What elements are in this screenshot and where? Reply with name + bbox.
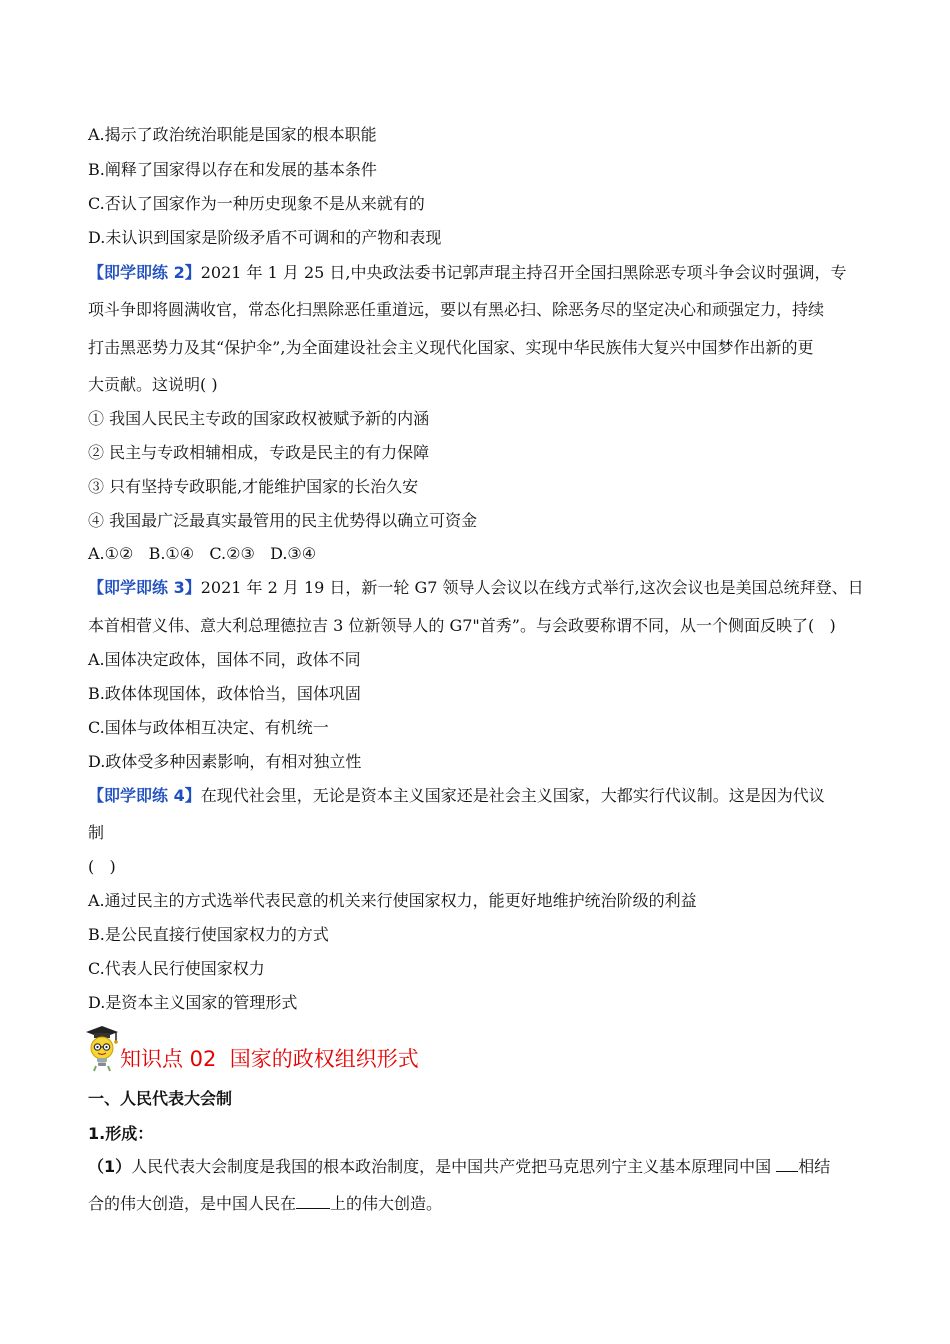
q4-stem-line-1: 【即学即练 4】在现代社会里，无论是资本主义国家还是社会主义国家，大都实行代议制。这是因为代议 <box>88 786 825 805</box>
q2-stem-line-4: 大贡献。这说明( ) <box>88 375 218 394</box>
paragraph-line-1: （1）人民代表大会制度是我国的根本政治制度，是中国共产党把马克思列宁主义基本原理同中国 相结 <box>88 1157 831 1176</box>
q3-stem-line-1: 【即学即练 3】2021 年 2 月 19 日，新一轮 G7 领导人会议以在线方式举行,这次会议也是美国总统拜登、日 <box>88 578 864 597</box>
q4-option-d: D.是资本主义国家的管理形式 <box>88 993 298 1012</box>
q4-stem-line-2: 制 <box>88 823 105 842</box>
q2-statement-1: ① 我国人民民主专政的国家政权被赋予新的内涵 <box>88 409 430 428</box>
q3-stem-line-2: 本首相菅义伟、意大利总理德拉吉 3 位新领导人的 G7"首秀”。与会政要称谓不同，从一个侧面反映了( ) <box>88 616 836 635</box>
q1-option-b: B.阐释了国家得以存在和发展的基本条件 <box>88 160 377 179</box>
q3-option-b: B.政体体现国体，政体恰当，国体巩固 <box>88 684 361 703</box>
fill-blank-2[interactable] <box>296 1194 330 1209</box>
graduate-lightbulb-icon <box>84 1024 120 1072</box>
section-title: 知识点 02 国家的政权组织形式 <box>120 1047 419 1071</box>
q2-stem-line-1: 【即学即练 2】2021 年 1 月 25 日,中央政法委书记郭声琨主持召开全国扫黑除恶专项斗争会议时强调，专 <box>88 263 847 282</box>
q2-choices: A.①② B.①④ C.②③ D.③④ <box>88 544 317 563</box>
section-subheading: 1.形成： <box>88 1124 154 1143</box>
fill-blank-1[interactable] <box>776 1157 798 1172</box>
q3-option-d: D.政体受多种因素影响，有相对独立性 <box>88 752 362 771</box>
paragraph-number: （1） <box>88 1157 132 1176</box>
q4-tag: 【即学即练 4】 <box>88 786 201 805</box>
q4-option-c: C.代表人民行使国家权力 <box>88 959 265 978</box>
q1-option-c: C.否认了国家作为一种历史现象不是从来就有的 <box>88 194 425 213</box>
q1-option-a: A.揭示了政治统治职能是国家的根本职能 <box>88 125 377 144</box>
q2-stem-line-2: 项斗争即将圆满收官，常态化扫黑除恶任重道远，要以有黑必扫、除恶务尽的坚定决心和顽强定力，持续 <box>88 300 825 319</box>
q4-option-b: B.是公民直接行使国家权力的方式 <box>88 925 329 944</box>
q2-statement-2: ② 民主与专政相辅相成，专政是民主的有力保障 <box>88 443 430 462</box>
q2-tag: 【即学即练 2】 <box>88 263 201 282</box>
q3-option-c: C.国体与政体相互决定、有机统一 <box>88 718 329 737</box>
q2-stem-line-3: 打击黑恶势力及其“保护伞”,为全面建设社会主义现代化国家、实现中华民族伟大复兴中国梦作出新的更 <box>88 338 814 357</box>
paragraph-line-2: 合的伟大创造，是中国人民在 上的伟大创造。 <box>88 1194 443 1213</box>
q2-statement-3: ③ 只有坚持专政职能,才能维护国家的长治久安 <box>88 477 419 496</box>
q4-stem-line-3: ( ) <box>88 857 116 876</box>
q2-statement-4: ④ 我国最广泛最真实最管用的民主优势得以确立可资金 <box>88 511 478 530</box>
q3-option-a: A.国体决定政体，国体不同，政体不同 <box>88 650 361 669</box>
q1-option-d: D.未认识到国家是阶级矛盾不可调和的产物和表现 <box>88 228 442 247</box>
q4-option-a: A.通过民主的方式选举代表民意的机关来行使国家权力，能更好地维护统治阶级的利益 <box>88 891 697 910</box>
section-heading: 一、人民代表大会制 <box>88 1089 233 1108</box>
q3-tag: 【即学即练 3】 <box>88 578 201 597</box>
